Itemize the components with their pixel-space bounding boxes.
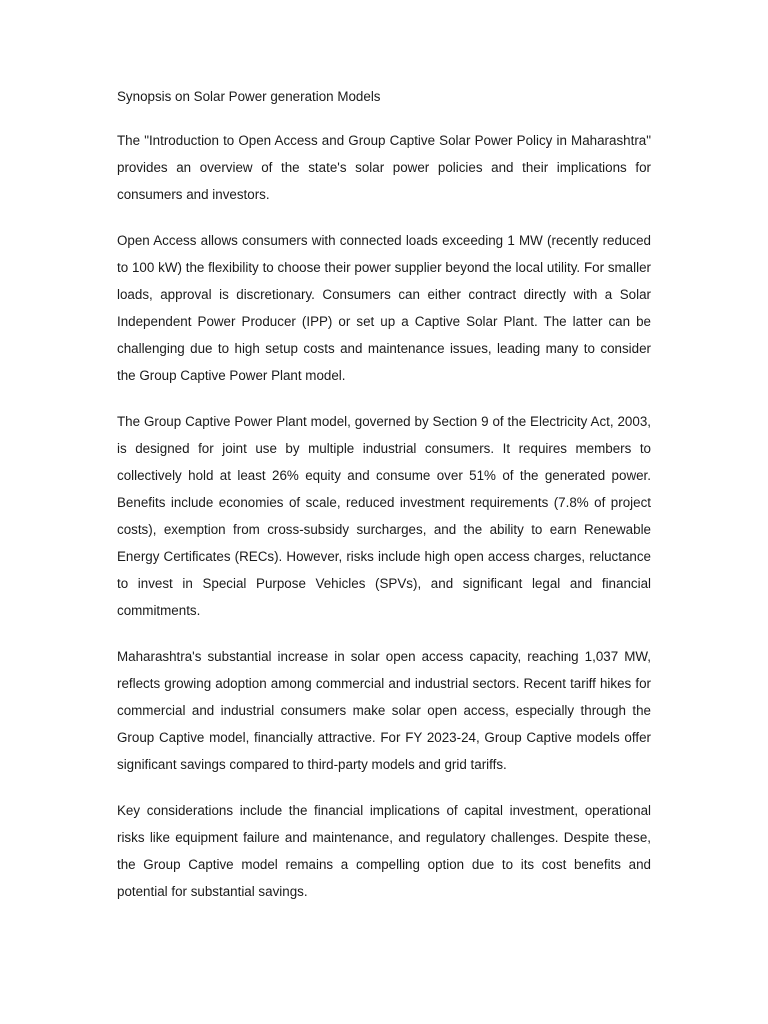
paragraph-introduction: The "Introduction to Open Access and Group Captive Solar Power Policy in Maharashtra" provides an overview of the state's solar power policies and their implications for consumers and investors.	[117, 133, 651, 202]
paragraph-maharashtra-capacity: Maharashtra's substantial increase in solar open access capacity, reaching 1,037 MW, reflects growing adoption among commercial and industrial sectors. Recent tariff hikes for commercial and industrial consumers make solar open access, especially through the Group Captive model, financially attractive. For FY 2023-24, Group Captive models offer significant savings compared to third-party models and grid tariffs.	[117, 649, 651, 772]
document-page	[117, 86, 651, 924]
paragraph-open-access: Open Access allows consumers with connected loads exceeding 1 MW (recently reduced to 100 kW) the flexibility to choose their power supplier beyond the local utility. For smaller loads, approval is discretionary. Consumers can either contract directly with a Solar Independent Power Producer (IPP) or set up a Captive Solar Plant. The latter can be challenging due to high setup costs and maintenance issues, leading many to consider the Group Captive Power Plant model.	[117, 233, 651, 383]
paragraph-key-considerations: Key considerations include the financial implications of capital investment, operational risks like equipment failure and maintenance, and regulatory challenges. Despite these, the Group Captive model remains a compelling option due to its cost benefits and potential for substantial savings.	[117, 803, 651, 899]
document-title: Synopsis on Solar Power generation Models	[117, 89, 381, 104]
paragraph-group-captive-model: The Group Captive Power Plant model, governed by Section 9 of the Electricity Act, 2003, is designed for joint use by multiple industrial consumers. It requires members to collectively hold at least 26% equity and consume over 51% of the generated power. Benefits include economies of scale, reduced investment requirements (7.8% of project costs), exemption from cross-subsidy surcharges, and the ability to earn Renewable Energy Certificates (RECs). However, risks include high open access charges, reluctance to invest in Special Purpose Vehicles (SPVs), and significant legal and financial commitments.	[117, 414, 651, 618]
